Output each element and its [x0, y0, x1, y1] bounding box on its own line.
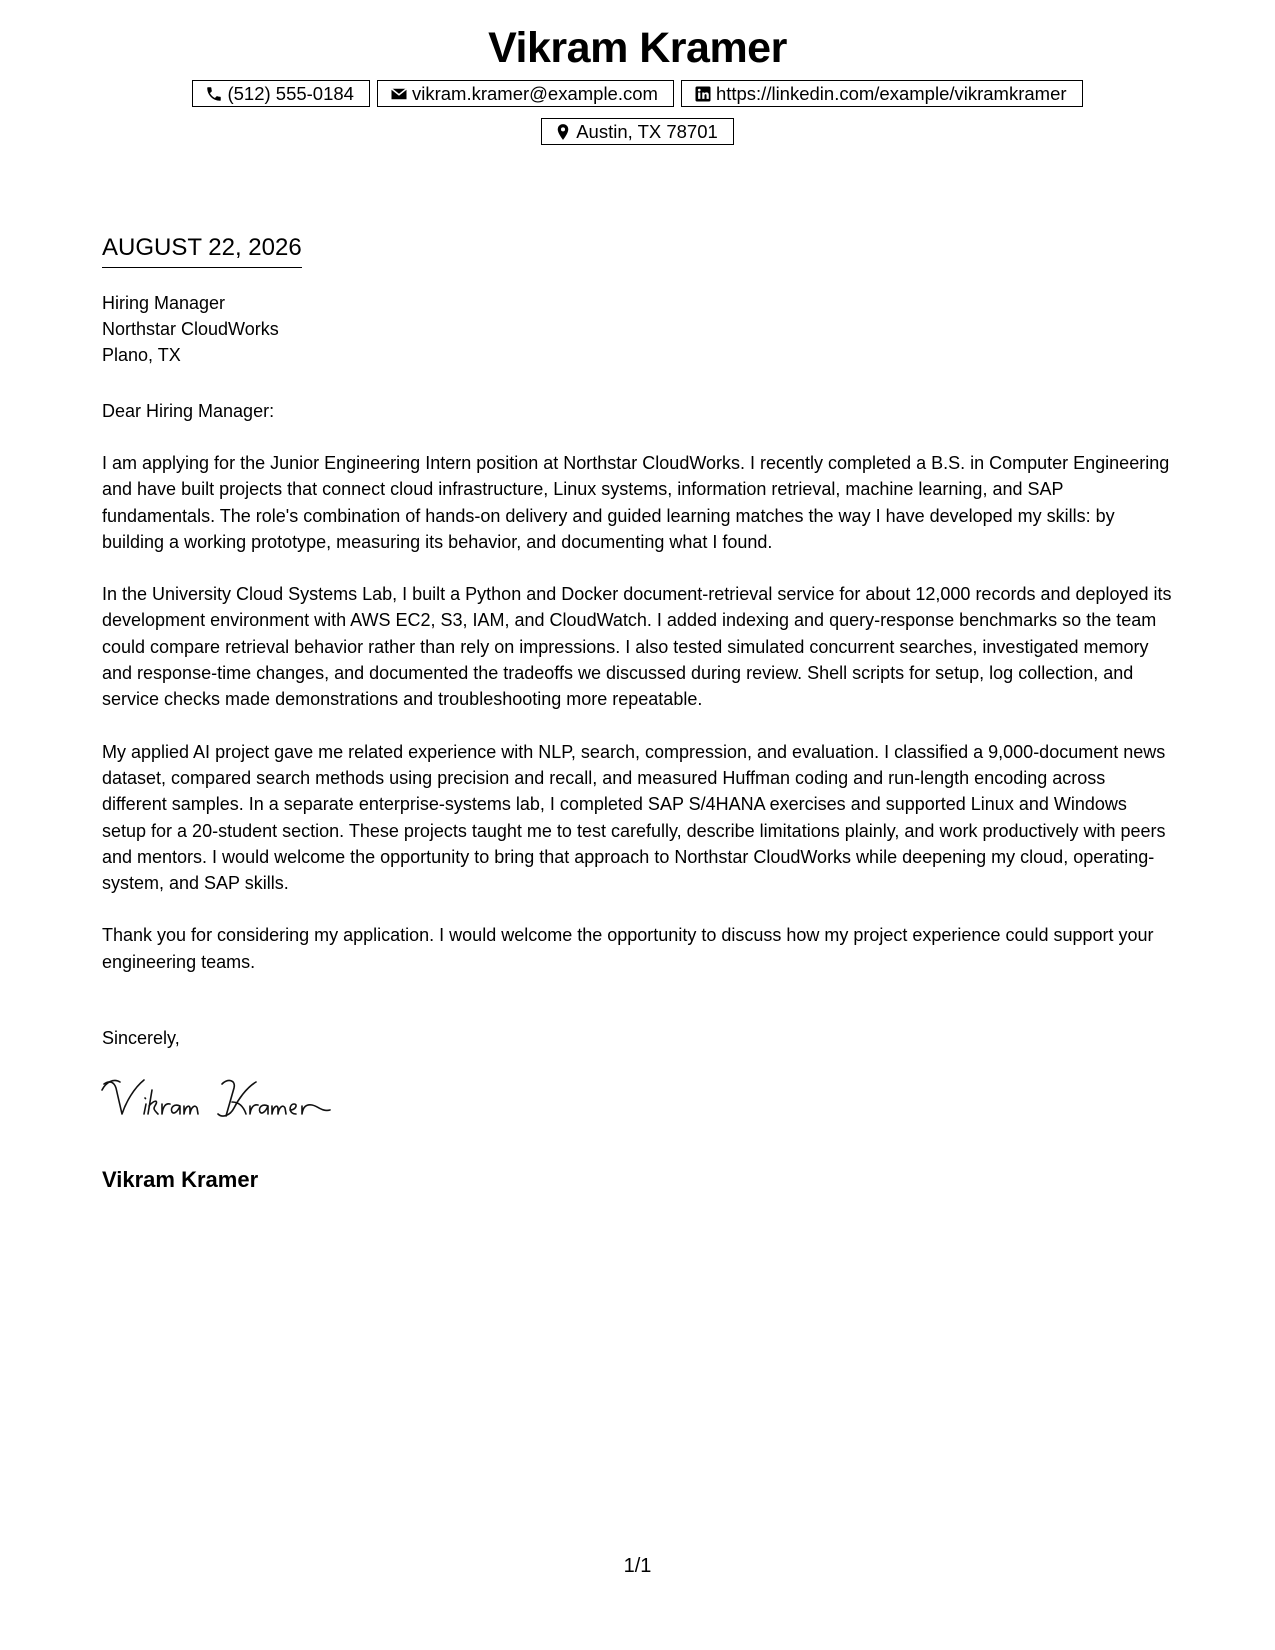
body-paragraph-1: I am applying for the Junior Engineering Intern position at Northstar CloudWorks. I recently completed a B.S. in Computer Engineering and have built projects that connect cloud infrastructure, Linux systems, information retrieval, machine learning, and SAP fundamentals. The role's combination of hands-on delivery and guided learning matches the way I have developed my skills: by building a working prototype, measuring its behavior, and documenting what I found.	[102, 453, 1170, 552]
phone-icon	[205, 85, 223, 103]
recipient-title: Hiring Manager	[102, 293, 226, 313]
phone-chip	[192, 80, 370, 107]
body-paragraph-4: Thank you for considering my application. I would welcome the opportunity to discuss how my project experience could support your engineering teams.	[102, 925, 1154, 972]
body-paragraph-2: In the University Cloud Systems Lab, I built a Python and Docker document-retrieval service for about 12,000 records and deployed its development environment with AWS EC2, S3, IAM, and CloudWatch. I added indexing and query-response benchmarks so the team could compare retrieval behavior rather than rely on impressions. I also tested simulated concurrent searches, investigated memory and response-time changes, and documented the tradeoffs we discussed during review. Shell scripts for setup, log collection, and service checks made demonstrations and troubleshooting more repeatable.	[102, 584, 1172, 710]
map-pin-icon	[554, 123, 572, 141]
location-text: Austin, TX 78701	[576, 120, 718, 142]
contact-row-2	[0, 118, 1275, 145]
handwritten-signature	[100, 1070, 350, 1130]
closing: Sincerely,	[102, 1028, 180, 1048]
location-chip	[541, 118, 734, 145]
page-number: 1/1	[623, 1555, 652, 1577]
email-text: vikram.kramer@example.com	[411, 82, 658, 104]
phone-text: (512) 555-0184	[227, 82, 354, 104]
recipient-block	[102, 290, 279, 368]
contact-row	[0, 80, 1275, 107]
salutation: Dear Hiring Manager:	[102, 401, 275, 421]
linkedin-icon	[694, 85, 712, 103]
email-chip[interactable]	[377, 80, 674, 107]
applicant-name: Vikram Kramer	[488, 24, 787, 72]
letter-body	[102, 450, 1172, 1001]
body-paragraph-3: My applied AI project gave me related experience with NLP, search, compression, and evaluation. I classified a 9,000-document news dataset, compared search methods using precision and recall, and measured Huffman coding and run-length encoding across different samples. In a separate enterprise-systems lab, I completed SAP S/4HANA exercises and supported Linux and Windows setup for a 20-student section. These projects taught me to test carefully, describe limitations plainly, and work productively with peers and mentors. I would welcome the opportunity to bring that approach to Northstar CloudWorks while deepening my cloud, operating-system, and SAP skills.	[102, 741, 1166, 894]
signer-name: Vikram Kramer	[102, 1167, 259, 1192]
envelope-icon	[390, 85, 408, 103]
recipient-location: Plano, TX	[102, 345, 181, 365]
letter-date: AUGUST 22, 2026	[102, 233, 302, 268]
recipient-company: Northstar CloudWorks	[102, 319, 279, 339]
linkedin-chip[interactable]	[681, 80, 1083, 107]
linkedin-text: https://linkedin.com/example/vikramkramer	[715, 82, 1067, 104]
